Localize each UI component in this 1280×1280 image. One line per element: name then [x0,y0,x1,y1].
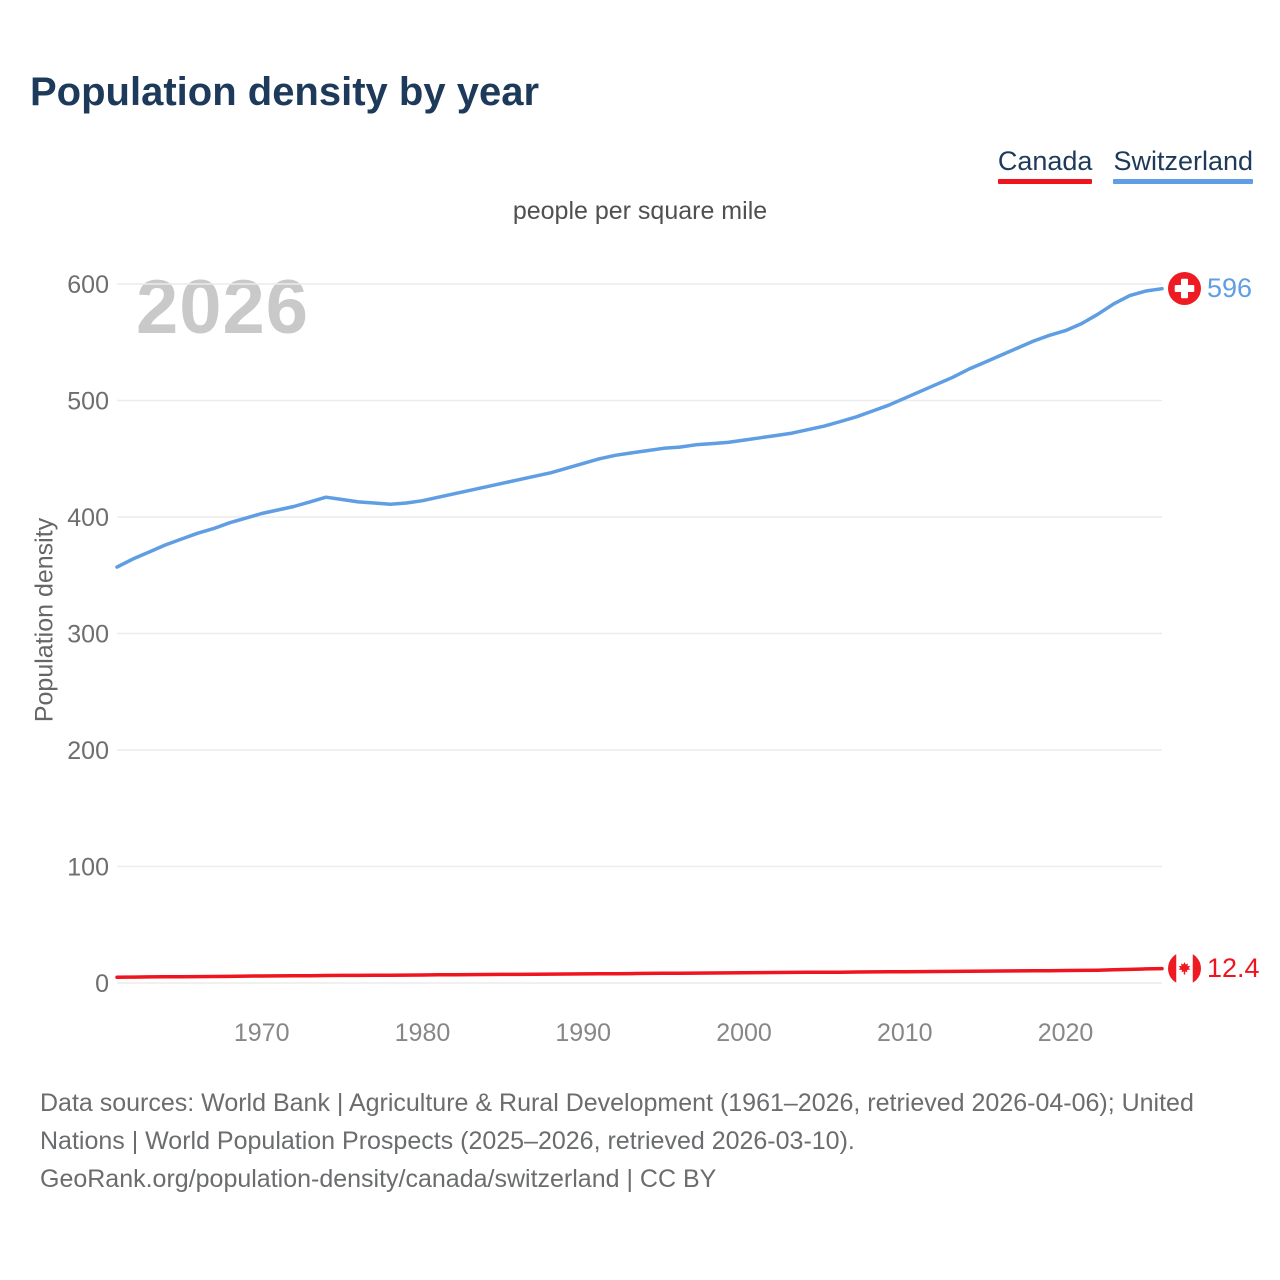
y-tick-200: 200 [67,737,109,765]
y-tick-600: 600 [67,271,109,299]
x-tick-2010: 2010 [876,1019,933,1047]
canada-flag-icon [1168,952,1201,985]
switzerland-end-label [1168,272,1252,305]
unit-label: people per square mile [512,197,768,225]
data-sources-line-1: Data sources: World Bank | Agriculture & Rural Development (1961–2026, retrieved 2026-04-06); United [40,1089,1194,1117]
data-sources-line-2: Nations | World Population Prospects (2025–2026, retrieved 2026-03-10). [40,1127,855,1155]
switzerland-end-value: 596 [1207,273,1253,303]
page-title: Population density by year [30,70,540,114]
canada-line[interactable] [117,969,1162,978]
y-axis-title: Population density [30,517,59,723]
x-tick-1970: 1970 [233,1019,290,1047]
switzerland-line[interactable] [117,289,1162,567]
attribution-line: GeoRank.org/population-density/canada/switzerland | CC BY [40,1165,717,1193]
x-tick-1990: 1990 [555,1019,612,1047]
year-watermark: 2026 [136,265,310,350]
y-tick-0: 0 [95,970,109,998]
x-tick-1980: 1980 [394,1019,451,1047]
y-tick-400: 400 [67,504,109,532]
x-tick-2000: 2000 [716,1019,772,1047]
canada-end-value: 12.4 [1207,953,1260,983]
legend-label-switzerland: Switzerland [1113,146,1253,176]
y-tick-300: 300 [67,620,109,649]
y-tick-500: 500 [67,387,109,416]
canada-end-label [1168,952,1260,985]
switzerland-flag-icon [1168,272,1201,305]
x-tick-2020: 2020 [1037,1019,1094,1047]
legend-label-canada: Canada [997,146,1093,176]
y-tick-100: 100 [67,853,109,882]
